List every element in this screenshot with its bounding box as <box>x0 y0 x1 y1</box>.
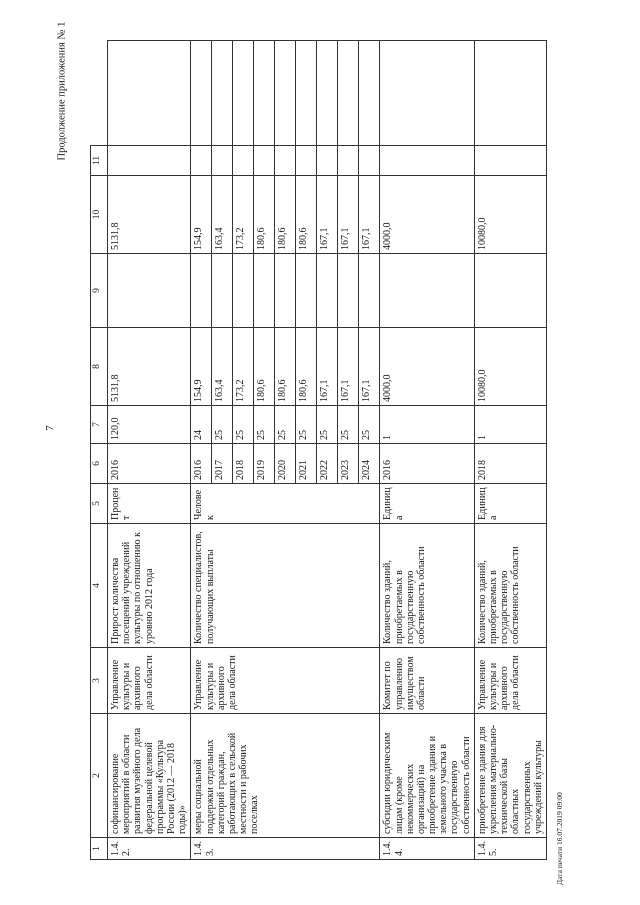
indicator-cell: Количество специалистов, получающих выплаты <box>191 524 380 648</box>
federal-budget-cell <box>254 254 275 328</box>
federal-budget-cell <box>108 254 191 328</box>
local-budget-cell <box>108 146 191 176</box>
total-funding-cell: 10080,0 <box>474 328 546 406</box>
year-cell: 2022 <box>317 444 338 484</box>
local-budget-cell <box>254 146 275 176</box>
print-date: Дата печати 16.07.2019 09:00 <box>555 792 564 885</box>
year-cell: 2016 <box>191 444 212 484</box>
indicator-cell: Количество зданий, приобретаемых в государственную собственность области <box>474 524 546 648</box>
local-budget-cell <box>296 146 317 176</box>
regional-budget-cell: 167,1 <box>359 176 380 254</box>
other-sources-cell <box>317 41 338 146</box>
regional-budget-cell: 173,2 <box>233 176 254 254</box>
unit-cell: Человек <box>191 484 380 524</box>
regional-budget-cell: 4000,0 <box>380 176 475 254</box>
target-value-cell: 25 <box>359 406 380 444</box>
unit-cell: Единица <box>474 484 546 524</box>
column-number: 4 <box>91 524 108 648</box>
local-budget-cell <box>380 146 475 176</box>
column-number: 3 <box>91 648 108 714</box>
year-cell: 2016 <box>380 444 475 484</box>
local-budget-cell <box>212 146 233 176</box>
regional-budget-cell: 5131,8 <box>108 176 191 254</box>
activity-name-cell: приобретение здания для укрепления материально-технической базы областных государственных учреждений культуры <box>474 714 546 838</box>
executor-cell: Комитет по управлению имуществом области <box>380 648 475 714</box>
target-value-cell: 25 <box>296 406 317 444</box>
appendix-table <box>90 40 547 860</box>
year-cell: 2024 <box>359 444 380 484</box>
column-number: 1 <box>91 838 108 860</box>
local-budget-cell <box>191 146 212 176</box>
target-value-cell: 25 <box>254 406 275 444</box>
other-sources-cell <box>474 41 546 146</box>
activity-name-cell: меры социальной поддержки отдельных категорий граждан, работающих в сельской местности и рабочих поселках <box>191 714 380 838</box>
regional-budget-cell: 180,6 <box>254 176 275 254</box>
year-cell: 2019 <box>254 444 275 484</box>
column-number: 7 <box>91 406 108 444</box>
total-funding-cell: 180,6 <box>254 328 275 406</box>
other-sources-cell <box>233 41 254 146</box>
executor-cell: Управление культуры и архивного дела области <box>474 648 546 714</box>
federal-budget-cell <box>317 254 338 328</box>
total-funding-cell: 173,2 <box>233 328 254 406</box>
regional-budget-cell: 180,6 <box>275 176 296 254</box>
table-row <box>380 41 475 860</box>
total-funding-cell: 163,4 <box>212 328 233 406</box>
total-funding-cell: 167,1 <box>338 328 359 406</box>
federal-budget-cell <box>474 254 546 328</box>
year-cell: 2018 <box>233 444 254 484</box>
page-number: 7 <box>44 425 56 431</box>
other-sources-cell <box>338 41 359 146</box>
column-number-row <box>91 41 108 860</box>
local-budget-cell <box>338 146 359 176</box>
regional-budget-cell: 163,4 <box>212 176 233 254</box>
regional-budget-cell: 167,1 <box>317 176 338 254</box>
regional-budget-cell: 10080,0 <box>474 176 546 254</box>
other-sources-cell <box>296 41 317 146</box>
column-number: 9 <box>91 254 108 328</box>
column-number: 2 <box>91 714 108 838</box>
executor-cell: Управление культуры и архивного дела области <box>191 648 380 714</box>
total-funding-cell: 167,1 <box>359 328 380 406</box>
other-sources-cell <box>254 41 275 146</box>
federal-budget-cell <box>380 254 475 328</box>
target-value-cell: 25 <box>233 406 254 444</box>
local-budget-cell <box>474 146 546 176</box>
target-value-cell: 25 <box>317 406 338 444</box>
column-number: 11 <box>91 146 108 176</box>
column-number: 10 <box>91 176 108 254</box>
other-sources-cell <box>275 41 296 146</box>
year-cell: 2017 <box>212 444 233 484</box>
unit-cell: Процент <box>108 484 191 524</box>
total-funding-cell: 4000,0 <box>380 328 475 406</box>
regional-budget-cell: 180,6 <box>296 176 317 254</box>
target-value-cell: 25 <box>275 406 296 444</box>
total-funding-cell: 180,6 <box>275 328 296 406</box>
local-budget-cell <box>317 146 338 176</box>
row-number-cell: 1.4.5. <box>474 838 546 860</box>
other-sources-cell <box>359 41 380 146</box>
other-sources-cell <box>108 41 191 146</box>
year-cell: 2021 <box>296 444 317 484</box>
target-value-cell: 1 <box>380 406 475 444</box>
row-number-cell: 1.4.2. <box>108 838 191 860</box>
unit-cell: Единица <box>380 484 475 524</box>
executor-cell: Управление культуры и архивного дела области <box>108 648 191 714</box>
local-budget-cell <box>275 146 296 176</box>
target-value-cell: 1 <box>474 406 546 444</box>
total-funding-cell: 167,1 <box>317 328 338 406</box>
table-row <box>474 41 546 860</box>
federal-budget-cell <box>338 254 359 328</box>
federal-budget-cell <box>275 254 296 328</box>
regional-budget-cell: 167,1 <box>338 176 359 254</box>
column-number: 8 <box>91 328 108 406</box>
total-funding-cell: 5131,8 <box>108 328 191 406</box>
target-value-cell: 120,0 <box>108 406 191 444</box>
year-cell: 2018 <box>474 444 546 484</box>
local-budget-cell <box>233 146 254 176</box>
indicator-cell: Прирост количества посещений учреждений культуры по отношению к уровню 2012 года <box>108 524 191 648</box>
total-funding-cell: 180,6 <box>296 328 317 406</box>
federal-budget-cell <box>191 254 212 328</box>
activity-name-cell: софинансирование мероприятий в области развития музейного дела федеральной целевой программы «Культура России (2012 — 2018 годы)» <box>108 714 191 838</box>
target-value-cell: 24 <box>191 406 212 444</box>
row-number-cell: 1.4.3. <box>191 838 380 860</box>
target-value-cell: 25 <box>338 406 359 444</box>
other-sources-cell <box>191 41 212 146</box>
total-funding-cell: 154,9 <box>191 328 212 406</box>
target-value-cell: 25 <box>212 406 233 444</box>
column-number: 5 <box>91 484 108 524</box>
indicator-cell: Количество зданий, приобретаемых в государственную собственность области <box>380 524 475 648</box>
table-body <box>91 41 547 860</box>
federal-budget-cell <box>233 254 254 328</box>
year-cell: 2020 <box>275 444 296 484</box>
other-sources-cell <box>380 41 475 146</box>
federal-budget-cell <box>296 254 317 328</box>
local-budget-cell <box>359 146 380 176</box>
federal-budget-cell <box>212 254 233 328</box>
table-row <box>191 41 212 860</box>
continued-appendix-label: Продолжение приложения № 1 <box>56 21 68 161</box>
appendix-table-wrapper <box>90 40 595 860</box>
row-number-cell: 1.4.4. <box>380 838 475 860</box>
federal-budget-cell <box>359 254 380 328</box>
table-row <box>108 41 191 860</box>
column-number: 6 <box>91 444 108 484</box>
other-sources-cell <box>212 41 233 146</box>
year-cell: 2016 <box>108 444 191 484</box>
regional-budget-cell: 154,9 <box>191 176 212 254</box>
year-cell: 2023 <box>338 444 359 484</box>
activity-name-cell: субсидии юридическим лицам (кроме некоммерческих организаций) на приобретение здания и земельного участка в государственную собственность области <box>380 714 475 838</box>
